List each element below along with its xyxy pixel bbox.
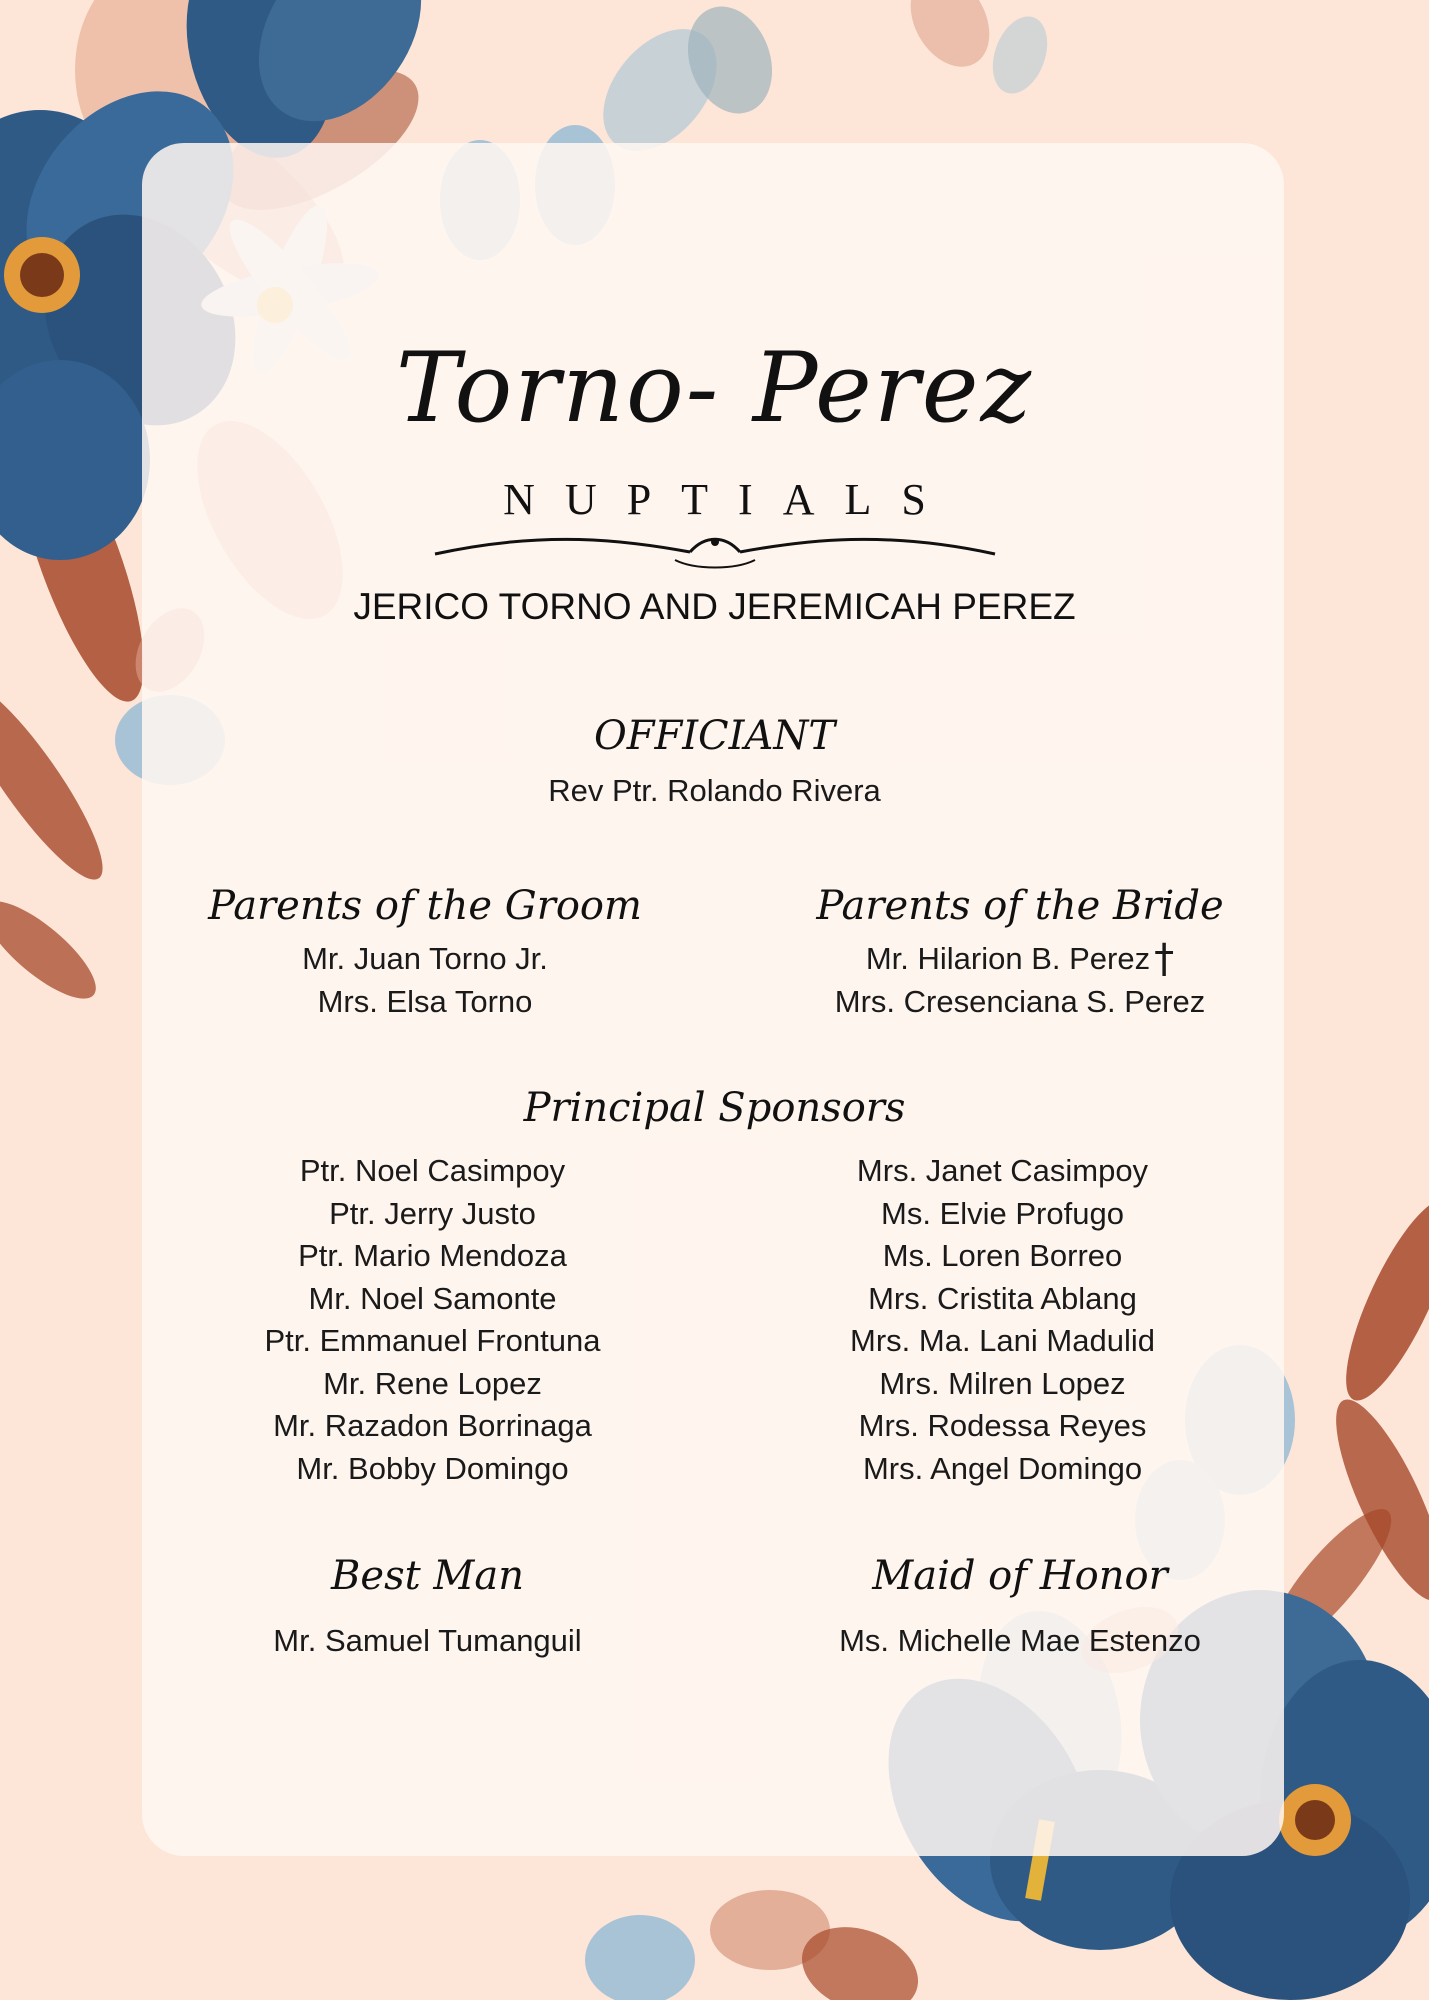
parents-groom-list bbox=[150, 938, 700, 1023]
officiant-heading: OFFICIANT bbox=[593, 713, 836, 759]
list-item: Mrs. Ma. Lani Madulid bbox=[850, 1323, 1155, 1358]
list-item: Mr. Rene Lopez bbox=[323, 1365, 542, 1401]
list-item: Ms. Elvie Profugo bbox=[881, 1195, 1124, 1231]
list-item: Mrs. Milren Lopez bbox=[879, 1365, 1126, 1401]
nuptials-subtitle: NUPTIALS bbox=[503, 475, 956, 524]
list-item: Ms. Michelle Mae Estenzo bbox=[839, 1623, 1201, 1658]
officiant-name-text: Rev Ptr. Rolando Rivera bbox=[548, 773, 881, 808]
maid-of-honor-heading: Maid of Honor bbox=[872, 1553, 1168, 1599]
parents-bride-list bbox=[745, 938, 1295, 1023]
nuptials-title: Torno- Perez bbox=[395, 332, 1034, 444]
list-item: Ms. Loren Borreo bbox=[882, 1238, 1123, 1273]
cross-icon: † bbox=[1154, 936, 1175, 982]
list-item: Mrs. Angel Domingo bbox=[862, 1450, 1143, 1486]
list-item: Mrs. Elsa Torno bbox=[317, 983, 533, 1019]
sponsors-right-list bbox=[730, 1150, 1275, 1490]
officiant-name bbox=[0, 770, 1429, 813]
parents-bride-heading: Parents of the Bride bbox=[816, 883, 1224, 929]
list-item: Mr. Bobby Domingo bbox=[296, 1450, 569, 1486]
list-item: Mr. Samuel Tumanguil bbox=[273, 1623, 582, 1658]
list-item: Ptr. Jerry Justo bbox=[329, 1195, 536, 1231]
list-item: Ptr. Emmanuel Frontuna bbox=[264, 1323, 601, 1358]
list-item: Mr. Juan Torno Jr. bbox=[302, 941, 548, 976]
principal-sponsors-heading: Principal Sponsors bbox=[523, 1085, 906, 1131]
parents-groom-heading: Parents of the Groom bbox=[208, 883, 642, 929]
flourish-ornament bbox=[425, 530, 1005, 570]
list-item bbox=[745, 938, 1295, 981]
list-item: Mrs. Rodessa Reyes bbox=[858, 1408, 1147, 1443]
best-man-name bbox=[150, 1620, 705, 1663]
list-item: Mr. Noel Samonte bbox=[308, 1280, 557, 1316]
list-item-text: Mr. Hilarion B. Perez bbox=[865, 941, 1151, 976]
list-item: Mrs. Cresenciana S. Perez bbox=[834, 983, 1206, 1019]
maid-of-honor-name bbox=[740, 1620, 1300, 1663]
couple-names: JERICO TORNO AND JEREMICAH PEREZ bbox=[353, 586, 1076, 627]
sponsors-left-list bbox=[160, 1150, 705, 1490]
list-item: Ptr. Noel Casimpoy bbox=[299, 1153, 566, 1188]
list-item: Mrs. Cristita Ablang bbox=[868, 1280, 1137, 1316]
list-item: Mrs. Janet Casimpoy bbox=[856, 1153, 1149, 1188]
best-man-heading: Best Man bbox=[331, 1553, 524, 1599]
list-item: Mr. Razadon Borrinaga bbox=[273, 1408, 592, 1443]
list-item: Ptr. Mario Mendoza bbox=[298, 1238, 567, 1273]
